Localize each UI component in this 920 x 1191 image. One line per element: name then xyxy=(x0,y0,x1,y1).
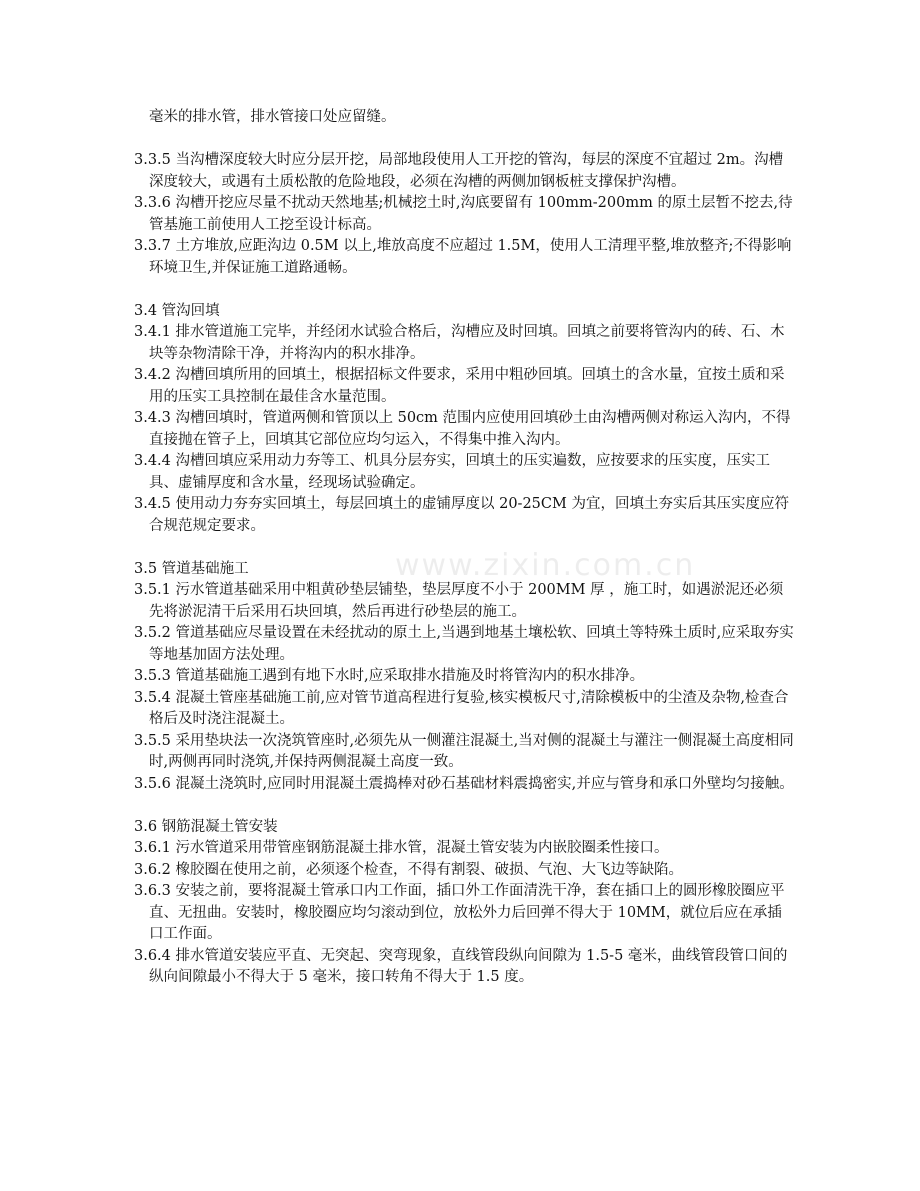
paragraph-3-4-3: 3.4.3 沟槽回填时，管道两侧和管顶以上 50cm 范围内应使用回填砂土由沟槽两侧对称运入沟内，不得直接抛在管子上，回填其它部位应均匀运入，不得集中推入沟内。 xyxy=(134,410,791,448)
spacer xyxy=(134,795,794,817)
paragraph-3-6-2: 3.6.2 橡胶圈在使用之前，必须逐个检查，不得有割裂、破损、气泡、大飞边等缺陷。 xyxy=(134,861,684,878)
watermark-text: www.zixin.com.cn xyxy=(395,548,696,583)
paragraph-3-5-2: 3.5.2 管道基础应尽量设置在未经扰动的原土上,当遇到地基土壤松软、回填土等特殊土质时,应采取夯实等地基加固方法处理。 xyxy=(134,625,794,663)
paragraph-3-5-3: 3.5.3 管道基础施工遇到有地下水时,应采取排水措施及时将管沟内的积水排净。 xyxy=(134,668,645,684)
spacer xyxy=(134,279,794,301)
paragraph-3-3-5: 3.3.5 当沟槽深度较大时应分层开挖，局部地段使用人工开挖的管沟，每层的深度不宜超过 2m。沟槽深度较大，或遇有土质松散的危险地段，必须在沟槽的两侧加钢板桩支撑保护沟槽。 xyxy=(134,152,784,190)
paragraph-3-4-4: 3.4.4 沟槽回填应采用动力夯等工、机具分层夯实，回填土的压实遍数，应按要求的压实度，压实工具、虚铺厚度和含水量，经现场试验确定。 xyxy=(134,453,770,491)
paragraph-3-4-2: 3.4.2 沟槽回填所用的回填土，根据招标文件要求，采用中粗砂回填。回填土的含水量，宜按土质和采用的压实工具控制在最佳含水量范围。 xyxy=(134,367,785,405)
paragraph-3-5-5: 3.5.5 采用垫块法一次浇筑管座时,必须先从一侧灌注混凝土,当对侧的混凝土与灌注一侧混凝土高度相同时,两侧再同时浇筑,并保持两侧混凝土高度一致。 xyxy=(134,732,794,770)
paragraph-3-6-3: 3.6.3 安装之前，要将混凝土管承口内工作面，插口外工作面清洗干净，套在插口上的圆形橡胶圈应平直、无扭曲。安装时，橡胶圈应均匀滚动到位，放松外力后回弹不得大于 10MM，就位后应在承插口工作面。 xyxy=(134,883,785,942)
paragraph-3-6-4: 3.6.4 排水管道安装应平直、无突起、突弯现象，直线管段纵向间隙为 1.5-5 毫米，曲线管段管口间的纵向间隙最小不得大于 5 毫米，接口转角不得大于 1.5 度。 xyxy=(134,947,788,985)
section-heading-3-5: 3.5 管道基础施工 xyxy=(134,560,249,577)
paragraph-3-5-6: 3.5.6 混凝土浇筑时,应同时用混凝土震捣棒对砂石基础材料震捣密实,并应与管身和承口外壁均匀接触。 xyxy=(134,775,794,792)
paragraph-3-5-1: 3.5.1 污水管道基础采用中粗黄砂垫层铺垫，垫层厚度不小于 200MM 厚 ，施工时，如遇淤泥还必须先将淤泥清干后采用石块回填，然后再进行砂垫层的施工。 xyxy=(134,582,784,620)
paragraph-3-3-7: 3.3.7 土方堆放,应距沟边 0.5M 以上,堆放高度不应超过 1.5M，使用人工清理平整,堆放整齐;不得影响环境卫生,并保证施工道路通畅。 xyxy=(134,238,792,276)
spacer xyxy=(134,537,794,559)
paragraph-3-3-6: 3.3.6 沟槽开挖应尽量不扰动天然地基;机械挖土时,沟底要留有 100mm-200mm 的原土层暂不挖去,待管基施工前使用人工挖至设计标高。 xyxy=(134,195,793,233)
document-body xyxy=(134,107,794,989)
paragraph-continuation: 毫米的排水管，排水管接口处应留缝。 xyxy=(149,109,396,125)
spacer xyxy=(134,129,794,151)
paragraph-3-5-4: 3.5.4 混凝土管座基础施工前,应对管节道高程进行复验,核实模板尺寸,清除模板中的尘渣及杂物,检查合格后及时浇注混凝土。 xyxy=(134,689,789,727)
section-heading-3-6: 3.6 钢筋混凝土管安装 xyxy=(134,818,278,835)
paragraph-3-4-1: 3.4.1 排水管道施工完毕，并经闭水试验合格后，沟槽应及时回填。回填之前要将管沟内的砖、石、木块等杂物清除干净，并将沟内的积水排净。 xyxy=(134,324,785,362)
section-heading-3-4: 3.4 管沟回填 xyxy=(134,302,220,319)
paragraph-3-4-5: 3.4.5 使用动力夯夯实回填土，每层回填土的虚铺厚度以 20-25CM 为宜，回填土夯实后其压实度应符合规范规定要求。 xyxy=(134,496,789,534)
paragraph-3-6-1: 3.6.1 污水管道采用带管座钢筋混凝土排水管，混凝土管安装为内嵌胶圈柔性接口。 xyxy=(134,840,669,856)
